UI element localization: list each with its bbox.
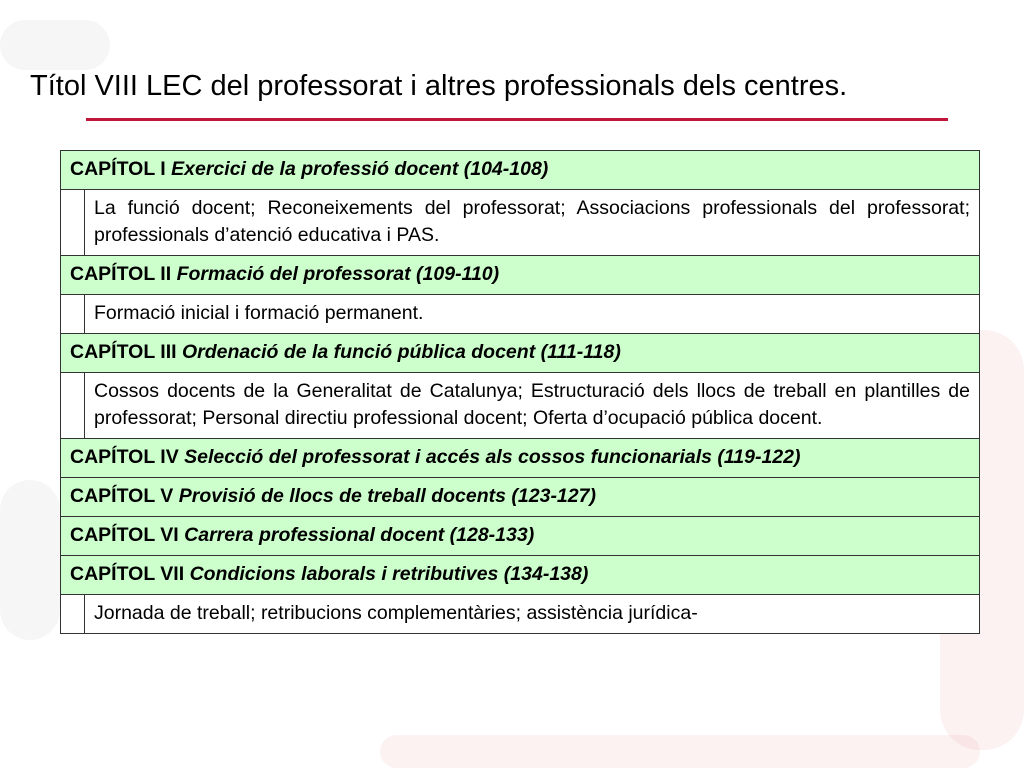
chapter-description-2: Formació inicial i formació permanent. [85,295,980,334]
title-underline [86,118,948,121]
chapter-heading-5 [61,478,980,517]
chapter-description-7: Jornada de treball; retribucions complementàries; assistència jurídica- [85,595,980,634]
chapters-table [60,150,980,634]
chapter-title: Provisió de llocs de treball docents (123-127) [178,485,596,507]
chapter-heading-7 [61,556,980,595]
chapter-label: CAPÍTOL VII [70,563,185,585]
chapter-title: Condicions laborals i retributives (134-138) [189,563,589,585]
chapter-description-3: Cossos docents de la Generalitat de Catalunya; Estructuració dels llocs de treball en plantilles de professorat; Personal directiu professional docent; Oferta d’ocupació pública docent. [85,373,980,439]
description-row-2 [61,295,980,334]
chapter-label: CAPÍTOL V [70,485,174,507]
slide-title: Títol VIII LEC del professorat i altres professionals dels centres. [30,70,848,102]
indent-cell [61,373,85,439]
description-row-7 [61,595,980,634]
description-row-1 [61,190,980,256]
background-watermark-left-top [0,20,110,70]
background-watermark-bottom [380,735,980,768]
chapter-label: CAPÍTOL IV [70,446,179,468]
chapter-title: Selecció del professorat i accés als cossos funcionarials (119-122) [184,446,801,468]
chapter-row-7 [61,556,980,595]
description-row-3 [61,373,980,439]
chapter-title: Ordenació de la funció pública docent (111-118) [181,341,621,363]
chapter-label: CAPÍTOL VI [70,524,179,546]
chapter-label: CAPÍTOL II [70,263,172,285]
indent-cell [61,295,85,334]
chapter-description-1: La funció docent; Reconeixements del professorat; Associacions professionals del professorat; professionals d’atenció educativa i PAS. [85,190,980,256]
chapter-row-3 [61,334,980,373]
chapter-heading-3 [61,334,980,373]
chapter-title: Exercici de la professió docent (104-108) [171,158,549,180]
chapter-row-2 [61,256,980,295]
chapter-label: CAPÍTOL III [70,341,177,363]
chapter-row-1 [61,151,980,190]
background-watermark-left-mid [0,480,60,640]
chapter-heading-6 [61,517,980,556]
chapter-heading-2 [61,256,980,295]
chapter-heading-4 [61,439,980,478]
chapter-title: Formació del professorat (109-110) [176,263,500,285]
chapter-title: Carrera professional docent (128-133) [184,524,535,546]
indent-cell [61,190,85,256]
chapter-row-4 [61,439,980,478]
chapter-row-6 [61,517,980,556]
chapter-label: CAPÍTOL I [70,158,166,180]
indent-cell [61,595,85,634]
chapter-heading-1 [61,151,980,190]
chapter-row-5 [61,478,980,517]
